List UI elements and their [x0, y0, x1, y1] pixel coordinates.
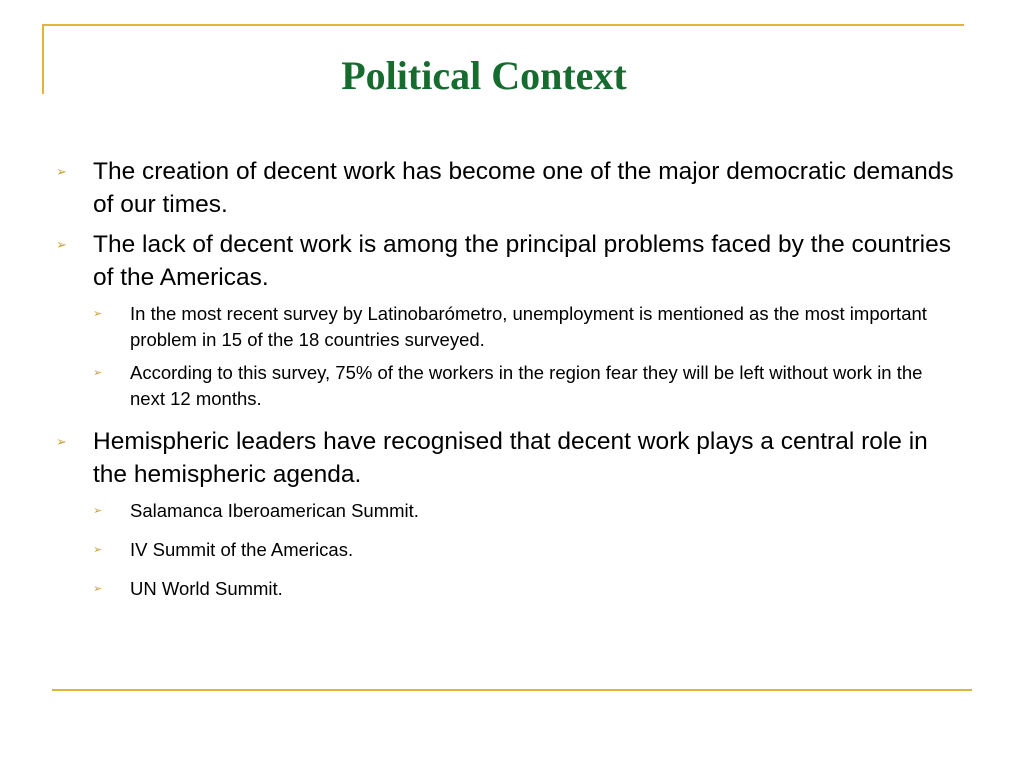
bullet-item — [56, 425, 956, 491]
arrow-bullet-icon: ➢ — [93, 583, 103, 595]
sub-bullet-text: UN World Summit. — [130, 578, 283, 599]
arrow-bullet-icon: ➢ — [56, 164, 67, 179]
bullet-text: The creation of decent work has become one of the major democratic demands of our times. — [93, 158, 954, 218]
sub-bullet-text: Salamanca Iberoamerican Summit. — [130, 500, 419, 521]
bullet-item — [56, 155, 956, 221]
sub-bullet-item — [93, 498, 956, 524]
arrow-bullet-icon: ➢ — [93, 367, 103, 379]
slide-title: Political Context — [341, 53, 627, 98]
sub-bullet-text: In the most recent survey by Latinobarómetro, unemployment is mentioned as the most important problem in 15 of the 18 countries surveyed. — [130, 303, 927, 350]
sub-bullet-text: According to this survey, 75% of the workers in the region fear they will be left without work in the next 12 months. — [130, 362, 923, 409]
arrow-bullet-icon: ➢ — [93, 544, 103, 556]
bottom-rule-line — [52, 689, 972, 691]
bullet-text: The lack of decent work is among the principal problems faced by the countries of the Americas. — [93, 231, 951, 291]
sub-bullet-item — [93, 576, 956, 602]
bullet-list — [56, 155, 956, 609]
arrow-bullet-icon: ➢ — [93, 505, 103, 517]
sub-bullet-text: IV Summit of the Americas. — [130, 539, 354, 560]
bullet-item — [56, 228, 956, 294]
bullet-text: Hemispheric leaders have recognised that decent work plays a central role in the hemispheric agenda. — [93, 428, 928, 488]
sub-bullet-item — [93, 301, 956, 353]
arrow-bullet-icon: ➢ — [56, 434, 67, 449]
arrow-bullet-icon: ➢ — [56, 237, 67, 252]
top-frame-line — [42, 24, 964, 26]
arrow-bullet-icon: ➢ — [93, 308, 103, 320]
sub-bullet-item — [93, 537, 956, 563]
sub-bullet-item — [93, 360, 956, 412]
